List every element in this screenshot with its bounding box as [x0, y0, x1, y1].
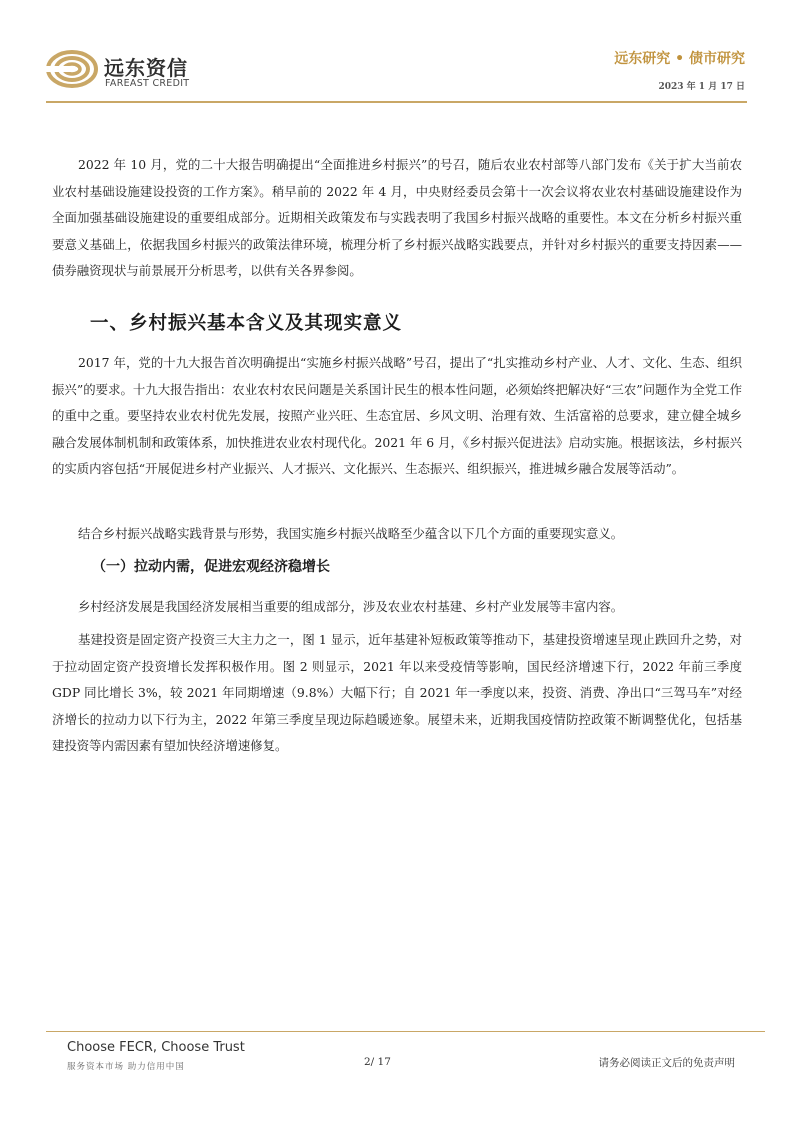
subsection-paragraph-1: 乡村经济发展是我国经济发展相当重要的组成部分，涉及农业农村基建、乡村产业发展等丰富内容。 — [78, 599, 624, 614]
section-paragraph-1: 2017 年，党的十九大报告首次明确提出“实施乡村振兴战略”号召，提出了“扎实推动乡村产业、人才、文化、生态、组织振兴”的要求。十九大报告指出：农业农村农民问题是关系国计民生的根本性问题，必须始终把解决好“三农”问题作为全党工作的重中之重。要坚持农业农村优先发展，按照产业兴旺、生态宜居、乡风文明、治理有效、生活富裕的总要求，建立健全城乡融合发展体制机制和政策体系，加快推进农业农村现代化。2021 年 6 月，《乡村振兴促进法》启动实施。根据该法，乡村振兴的实质内容包括“开展促进乡村产业振兴、人才振兴、文化振兴、生态振兴、组织振兴，推进城乡融合发展等活动”。 — [52, 355, 742, 476]
intro-paragraph: 2022 年 10 月，党的二十大报告明确提出“全面推进乡村振兴”的号召，随后农业农村部等八部门发布《关于扩大当前农业农村基础设施建设投资的工作方案》。稍早前的 2022 年 4 月，中央财经委员会第十一次会议将农业农村基础设施建设作为全面加强基础设施建设的重要组成部分。近期相关政策发布与实践表明了我国乡村振兴战略的重要性。本文在分析乡村振兴重要意义基础上，依据我国乡村振兴的政策法律环境，梳理分析了乡村振兴战略实践要点，并针对乡村振兴的重要支持因素——债券融资现状与前景展开分析思考，以供有关各界参阅。 — [52, 157, 742, 278]
footer-divider — [46, 1031, 765, 1032]
subsection-paragraph-2: 基建投资是固定资产投资三大主力之一，图 1 显示，近年基建补短板政策等推动下，基建投资增速呈现止跌回升之势，对于拉动固定资产投资增长发挥积极作用。图 2 则显示，2021 年以来受疫情等影响，国民经济增速下行，2022 年前三季度 GDP 同比增长 3%，较 2021 年同期增速（9.8%）大幅下行；自 2021 年一季度以来，投资、消费、净出口“三驾马车”对经济增长的拉动力以下行为主，2022 年第三季度呈现边际趋暖迹象。展望未来，近期我国疫情防控政策不断调整优化，包括基建投资等内需因素有望加快经济增速修复。 — [52, 632, 742, 753]
report-date: 2023 年 1 月 17 日 — [658, 82, 745, 92]
brand-name-en: FAREAST CREDIT — [105, 78, 190, 89]
page-number: 2/ 17 — [364, 1056, 391, 1068]
section-paragraph-2: 结合乡村振兴战略实践背景与形势，我国实施乡村振兴战略至少蕴含以下几个方面的重要现实意义。 — [78, 526, 624, 541]
disclaimer-notice: 请务必阅读正文后的免责声明 — [598, 1057, 735, 1069]
footer-slogan: Choose FECR, Choose Trust — [67, 1040, 245, 1055]
fareast-credit-logo-icon — [46, 49, 98, 89]
section-label: 远东研究 • 债市研究 — [614, 51, 745, 67]
section-heading: 一、乡村振兴基本含义及其现实意义 — [90, 313, 403, 334]
subsection-heading: （一）拉动内需，促进宏观经济稳增长 — [92, 559, 330, 575]
brand-name-cn: 远东资信 — [104, 56, 188, 80]
header-divider — [46, 101, 747, 103]
footer-slogan-sub: 服务资本市场 助力信用中国 — [67, 1062, 185, 1072]
